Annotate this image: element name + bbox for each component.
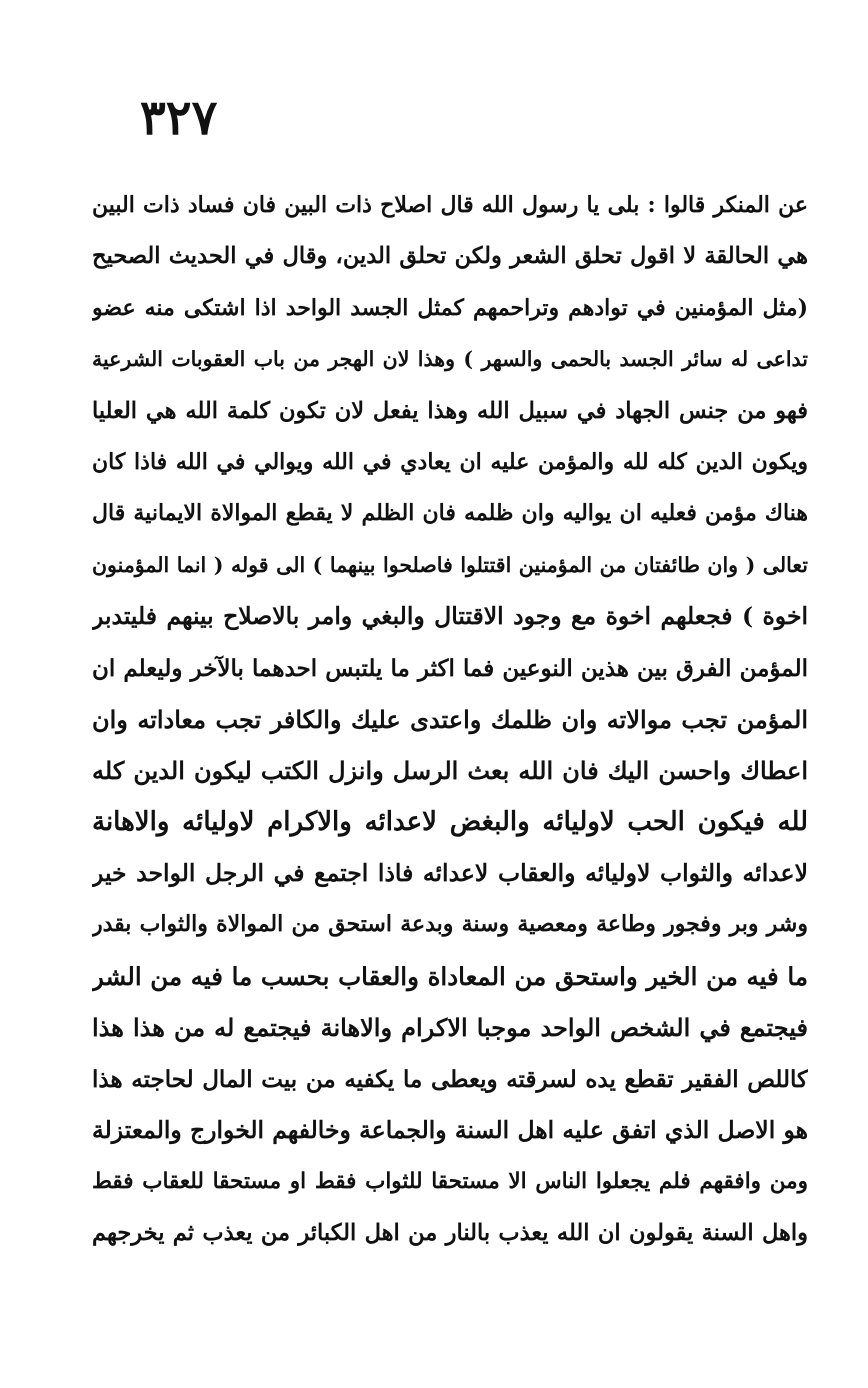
text-line: ومن وافقهم فلم يجعلوا الناس الا مستحقا للثواب فقط او مستحقا للعقاب فقط xyxy=(92,1169,808,1195)
text-line: هو الاصل الذي اتفق عليه اهل السنة والجماعة وخالفهم الخوارج والمعتزلة xyxy=(92,1116,808,1145)
text-line: عن المنكر قالوا : بلى يا رسول الله قال اصلاح ذات البين فان فساد ذات البين xyxy=(92,192,808,218)
text-line: لله فيكون الحب لاوليائه والبغض لاعدائه والاكرام لاوليائه والاهانة xyxy=(92,806,808,837)
text-line: هي الحالقة لا اقول تحلق الشعر ولكن تحلق الدين، وقال في الحديث الصحيح xyxy=(92,243,808,270)
text-line: كاللص الفقير تقطع يده لسرقته ويعطى ما يكفيه من بيت المال لحاجته هذا xyxy=(92,1065,808,1093)
text-line: اخوة ) فجعلهم اخوة مع وجود الاقتتال والبغي وامر بالاصلاح بينهم فليتدبر xyxy=(92,602,808,631)
text-line: وشر وبر وفجور وطاعة ومعصية وسنة وبدعة استحق من الموالاة والثواب بقدر xyxy=(92,911,808,938)
text-line: تداعى له سائر الجسد بالحمى والسهر ) وهذا لان الهجر من باب العقوبات الشرعية xyxy=(92,347,808,372)
text-line: فيجتمع في الشخص الواحد موجبا الاكرام والاهانة فيجتمع له من هذا هذا xyxy=(92,1013,808,1043)
text-line: لاعدائه والثواب لاوليائه والعقاب لاعدائه فاذا اجتمع في الرجل الواحد خير xyxy=(92,859,808,888)
text-line: هناك مؤمن فعليه ان يواليه وان ظلمه فان الظلم لا يقطع الموالاة الايمانية قال xyxy=(92,500,808,527)
text-line: ويكون الدين كله لله والمؤمن عليه ان يعادي في الله ويوالي في الله فاذا كان xyxy=(92,448,808,475)
text-line: واهل السنة يقولون ان الله يعذب بالنار من اهل الكبائر من يعذب ثم يخرجهم xyxy=(92,1219,808,1246)
text-line: (مثل المؤمنين في توادهم وتراحمهم كمثل الجسد الواحد اذا اشتكى منه عضو xyxy=(92,294,808,321)
text-line: المؤمن الفرق بين هذين النوعين فما اكثر ما يلتبس احدهما بالآخر وليعلم ان xyxy=(92,654,808,682)
text-line: فهو من جنس الجهاد في سبيل الله وهذا يفعل لان تكون كلمة الله هي العليا xyxy=(92,397,808,424)
text-line: المؤمن تجب موالاته وان ظلمك واعتدى عليك والكافر تجب معاداته وان xyxy=(92,704,808,734)
page-number: ٣٢٧ xyxy=(140,90,218,146)
body-text xyxy=(92,180,808,1259)
text-line: تعالى ( وان طائفتان من المؤمنين اقتتلوا فاصلحوا بينهما ) الى قوله ( انما المؤمنون xyxy=(92,552,808,577)
text-line: اعطاك واحسن اليك فان الله بعث الرسل وانزل الكتب ليكون الدين كله xyxy=(92,756,808,786)
text-line: ما فيه من الخير واستحق من المعاداة والعقاب بحسب ما فيه من الشر xyxy=(92,961,808,991)
